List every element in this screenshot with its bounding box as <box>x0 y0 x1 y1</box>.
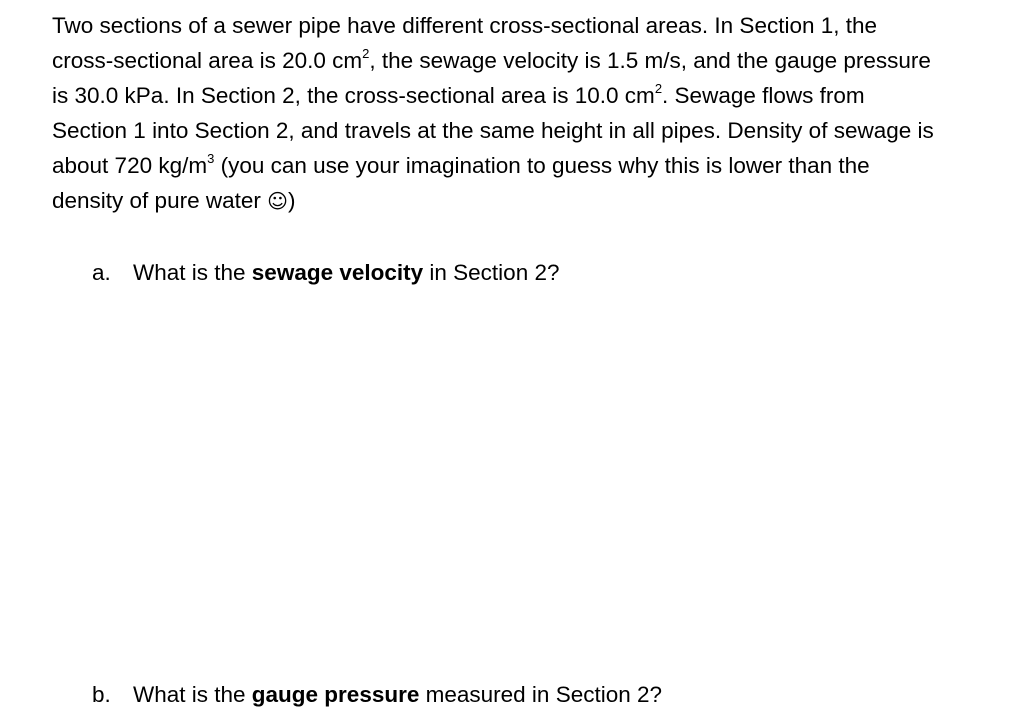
problem-line-1: Two sections of a sewer pipe have different cross-sectional areas. In Section 1, the <box>52 13 878 38</box>
superscript-squared: 2 <box>362 45 370 61</box>
question-marker: b. <box>92 682 111 707</box>
problem-line-4: Section 1 into Section 2, and travels at the same height in all pipes. Density of sewage is <box>52 118 934 143</box>
question-text-prefix: What is the <box>133 682 252 707</box>
question-text-suffix: measured in Section 2? <box>419 682 663 707</box>
smiley-face-icon: ☺ <box>267 189 288 213</box>
question-text-suffix: in Section 2? <box>423 260 560 285</box>
question-b <box>92 677 662 712</box>
question-keyword: gauge pressure <box>251 682 420 707</box>
problem-line-6: density of pure water ☺) <box>52 183 1018 219</box>
superscript-squared: 2 <box>654 80 663 96</box>
superscript-cubed: 3 <box>207 150 215 166</box>
problem-line-5: about 720 $kg/m^3$ (you can use your imagination to guess why this is lower than the <box>52 150 870 178</box>
question-keyword: sewage velocity <box>251 260 424 285</box>
problem-statement <box>52 8 1018 219</box>
problem-line-3: is 30.0 kPa. In Section 2, the cross-sectional area is 10.0 $cm^2$. Sewage flows from <box>52 80 865 108</box>
question-text-prefix: What is the <box>133 260 252 285</box>
problem-line-2: cross-sectional area is 20.0 $cm^2$, the sewage velocity is 1.5 m/s, and the gauge pressure <box>52 45 931 73</box>
question-marker: a. <box>92 260 111 285</box>
question-a <box>92 255 559 290</box>
